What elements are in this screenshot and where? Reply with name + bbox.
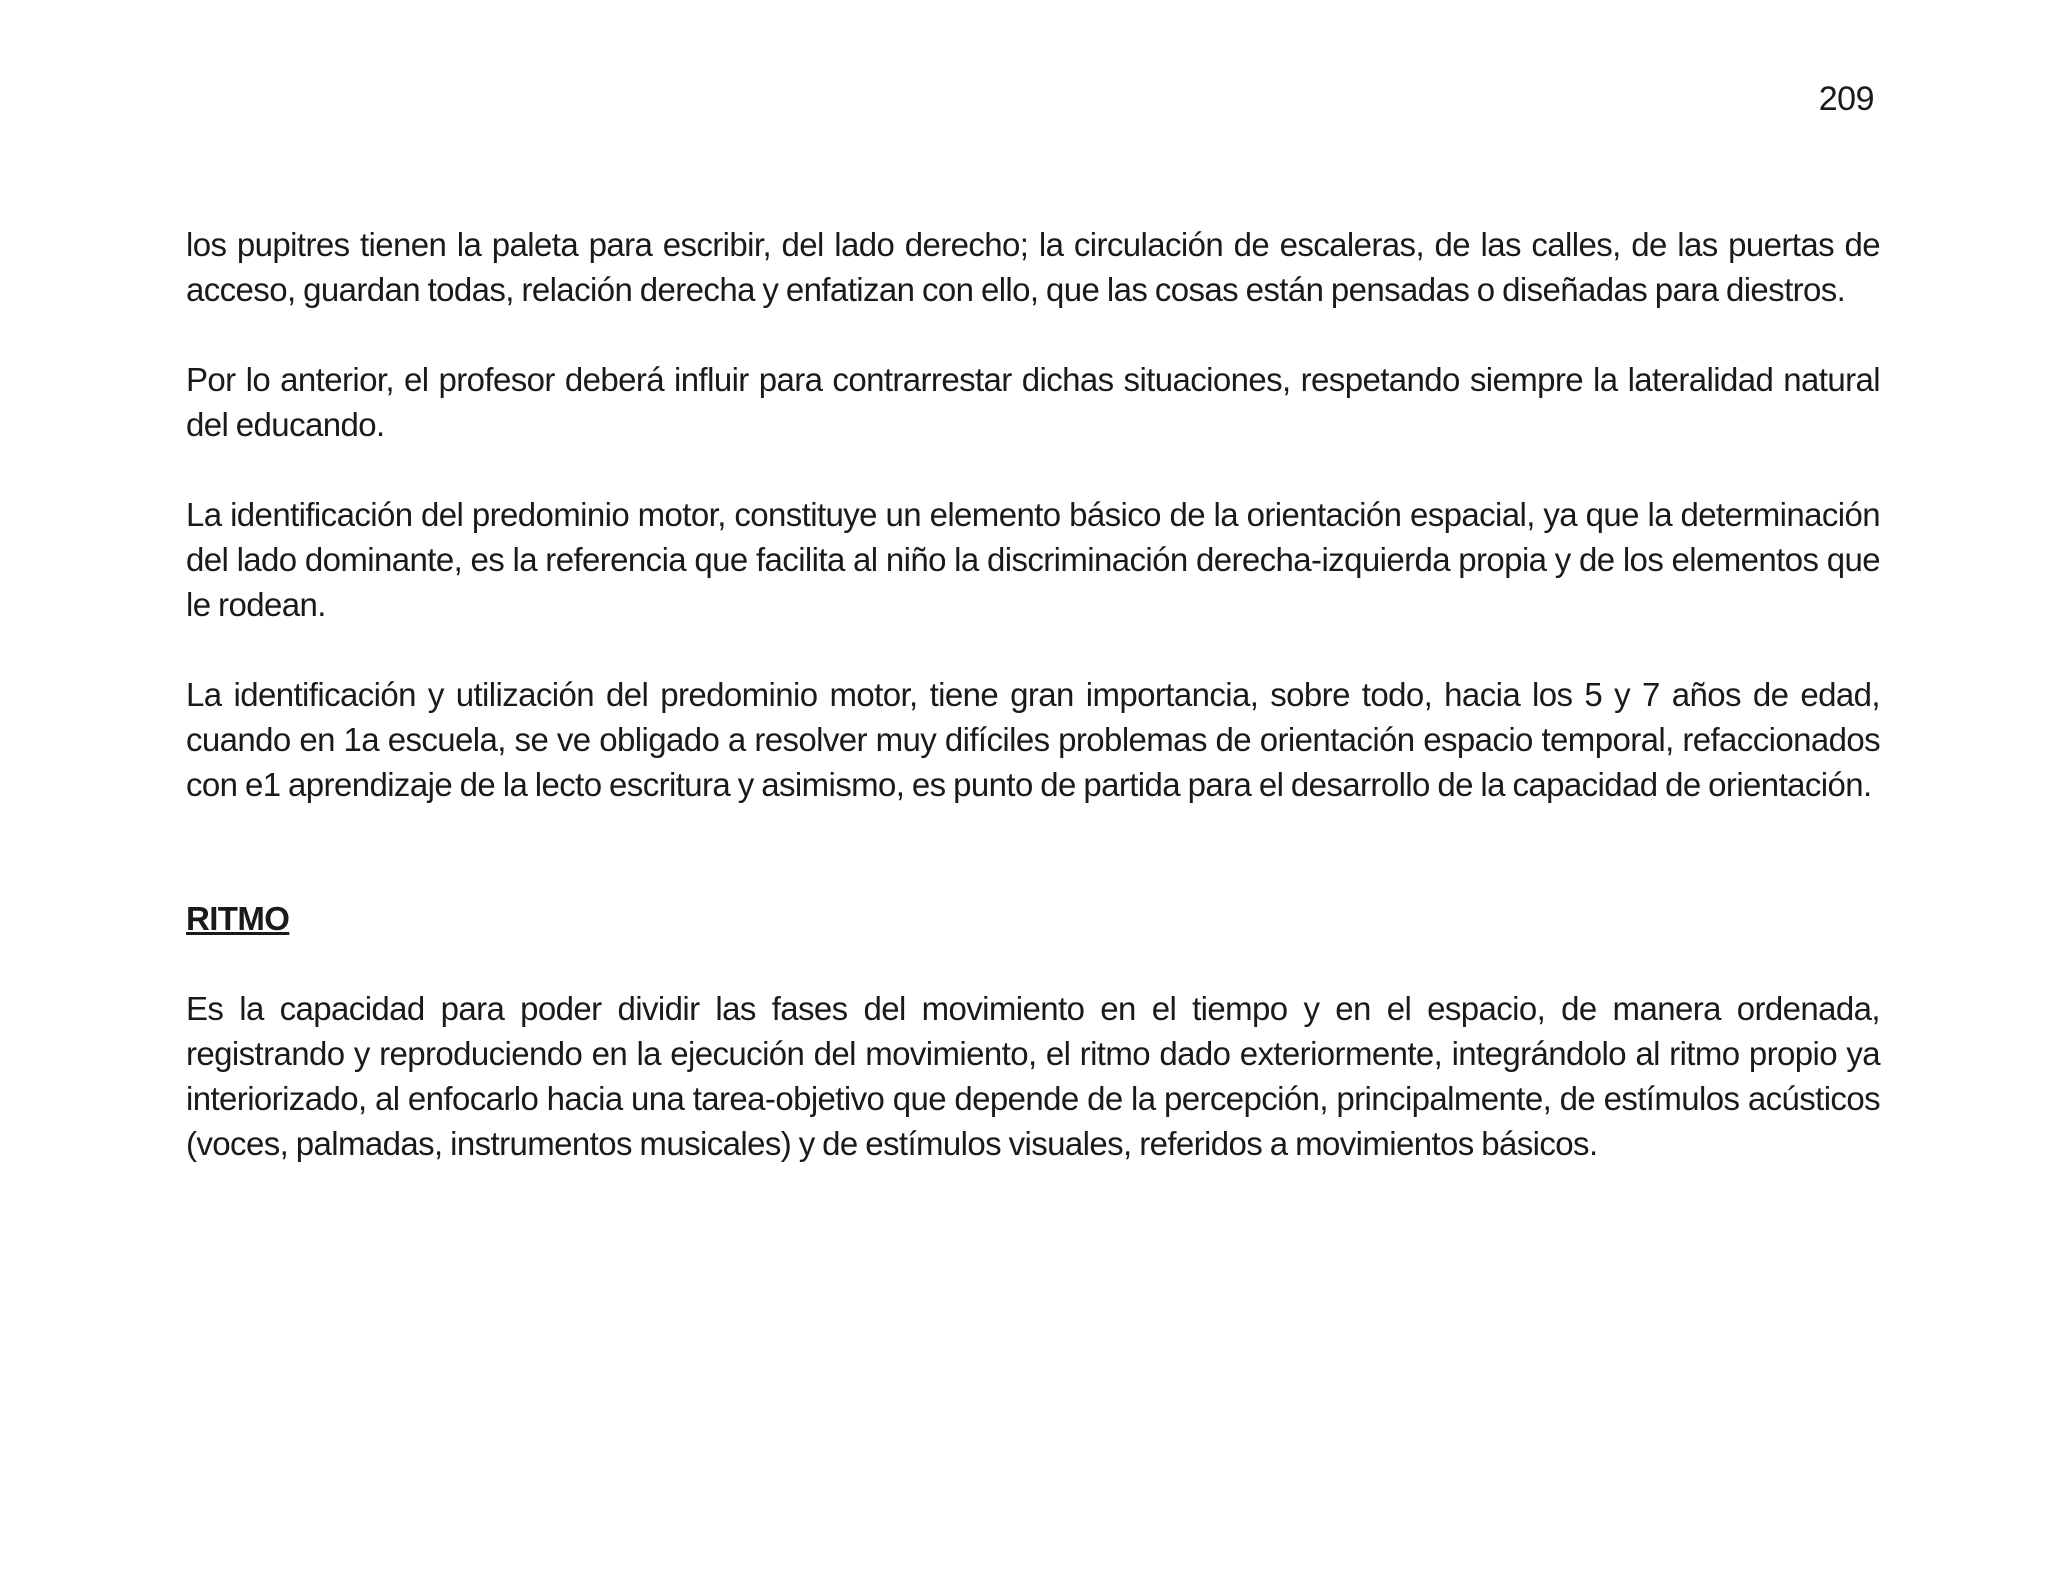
paragraph-2: Por lo anterior, el profesor deberá influir para contrarrestar dichas situaciones, respetando siempre la lateralidad natural del educando.	[186, 361, 1880, 443]
section-heading: RITMO	[186, 900, 290, 937]
section-paragraph: Es la capacidad para poder dividir las fases del movimiento en el tiempo y en el espacio, de manera ordenada, registrando y reproduciendo en la ejecución del movimiento, el ritmo dado exteriormente, integrándolo al ritmo propio ya interiorizado, al enfocarlo hacia una tarea-objetivo que depende de la percepción, principalmente, de estímulos acústicos (voces, palmadas, instrumentos musicales) y de estímulos visuales, referidos a movimientos básicos.	[186, 990, 1880, 1162]
paragraph-4: La identificación y utilización del predominio motor, tiene gran importancia, sobre todo, hacia los 5 y 7 años de edad, cuando en 1a escuela, se ve obligado a resolver muy difíciles problemas de orientación espacio temporal, refaccionados con e1 aprendizaje de la lecto escritura y asimismo, es punto de partida para el desarrollo de la capacidad de orientación.	[186, 676, 1880, 803]
document-body	[186, 222, 1880, 1166]
paragraph-1: los pupitres tienen la paleta para escribir, del lado derecho; la circulación de escaleras, de las calles, de las puertas de acceso, guardan todas, relación derecha y enfatizan con ello, que las cosas están pensadas o diseñadas para diestros.	[186, 226, 1880, 308]
page-number: 209	[1818, 80, 1874, 118]
paragraph-3: La identificación del predominio motor, constituye un elemento básico de la orientación espacial, ya que la determinación del lado dominante, es la referencia que facilita al niño la discriminación derecha-izquierda propia y de los elementos que le rodean.	[186, 496, 1880, 623]
